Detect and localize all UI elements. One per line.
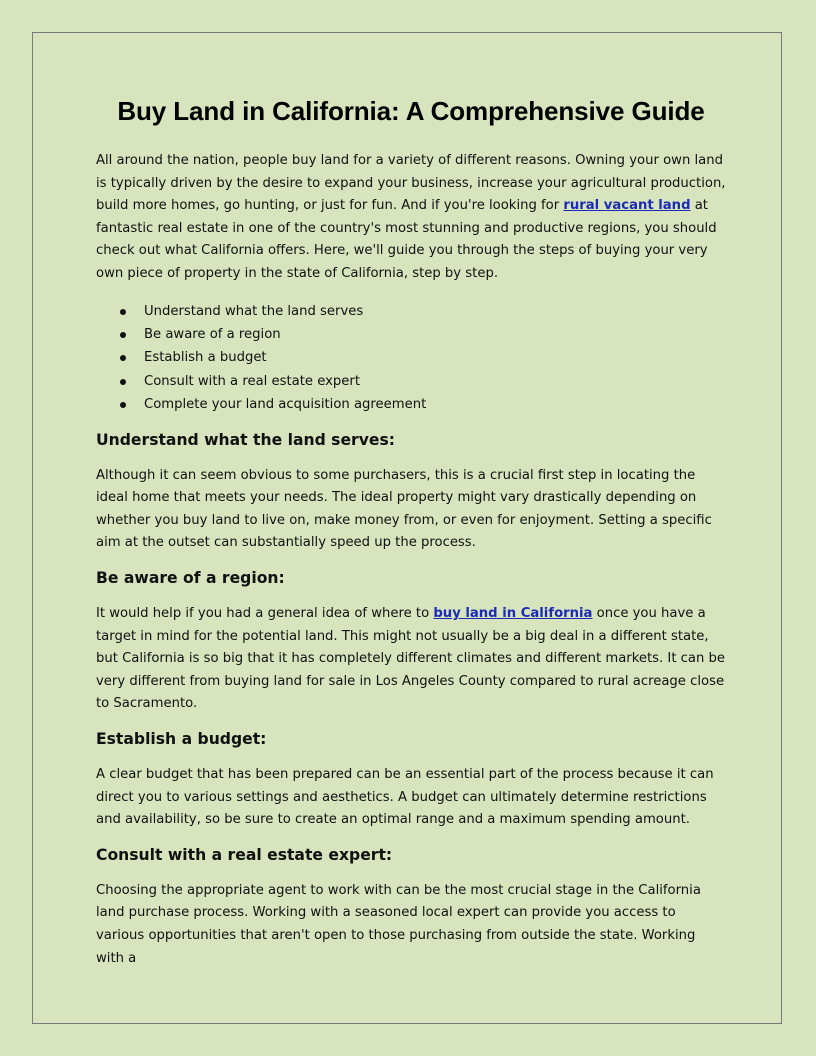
list-item: Consult with a real estate expert [96,370,726,393]
section-body-budget: A clear budget that has been prepared can be an essential part of the process because it can direct you to various settings and aesthetics. A budget can ultimately determine restrictions and availability, so be sure to create an optimal range and a maximum spending amount. [96,766,714,828]
list-item: Complete your land acquisition agreement [96,393,726,416]
intro-text-after: at fantastic real estate in one of the country's most stunning and productive regions, you should check out what California offers. Here, we'll guide you through the steps of buying your very own piece of property in the state of California, step by step. [96,198,717,281]
section-body-purpose: Although it can seem obvious to some purchasers, this is a crucial first step in locating the ideal home that meets your needs. The ideal property might vary drastically depending on whether you buy land to live on, make money from, or even for enjoyment. Setting a specific aim at the outset can substantially speed up the process. [96,467,712,551]
document-body [96,92,726,970]
page-title: Buy Land in California: A Comprehensive Guide [117,96,705,126]
rural-vacant-land-link[interactable]: rural vacant land [563,198,691,214]
region-text-before: It would help if you had a general idea of where to [96,605,434,621]
list-item: Understand what the land serves [96,300,726,323]
steps-list [96,300,726,417]
section-heading-purpose: Understand what the land serves: [96,430,395,449]
buy-land-in-california-link[interactable]: buy land in California [433,605,593,621]
list-item: Be aware of a region [96,323,726,346]
section-heading-expert: Consult with a real estate expert: [96,845,393,864]
section-heading-region: Be aware of a region: [96,568,285,587]
section-body-expert: Choosing the appropriate agent to work with can be the most crucial stage in the California land purchase process. Working with a seasoned local expert can provide you access to various opportunities that aren't open to those purchasing from outside the state. Working with a [96,882,701,966]
list-item: Establish a budget [96,346,726,369]
intro-text-before: All around the nation, people buy land for a variety of different reasons. Owning your own land is typically driven by the desire to expand your business, increase your agricultural production, build more homes, go hunting, or just for fun. And if you're looking for [96,153,726,214]
region-text-after: once you have a target in mind for the potential land. This might not usually be a big deal in a different state, but California is so big that it has completely different climates and different markets. It can be very different from buying land for sale in Los Angeles County compared to rural acreage close to Sacramento. [96,605,726,712]
section-body-region [96,603,726,716]
section-heading-budget: Establish a budget: [96,729,267,748]
intro-paragraph [96,150,726,286]
